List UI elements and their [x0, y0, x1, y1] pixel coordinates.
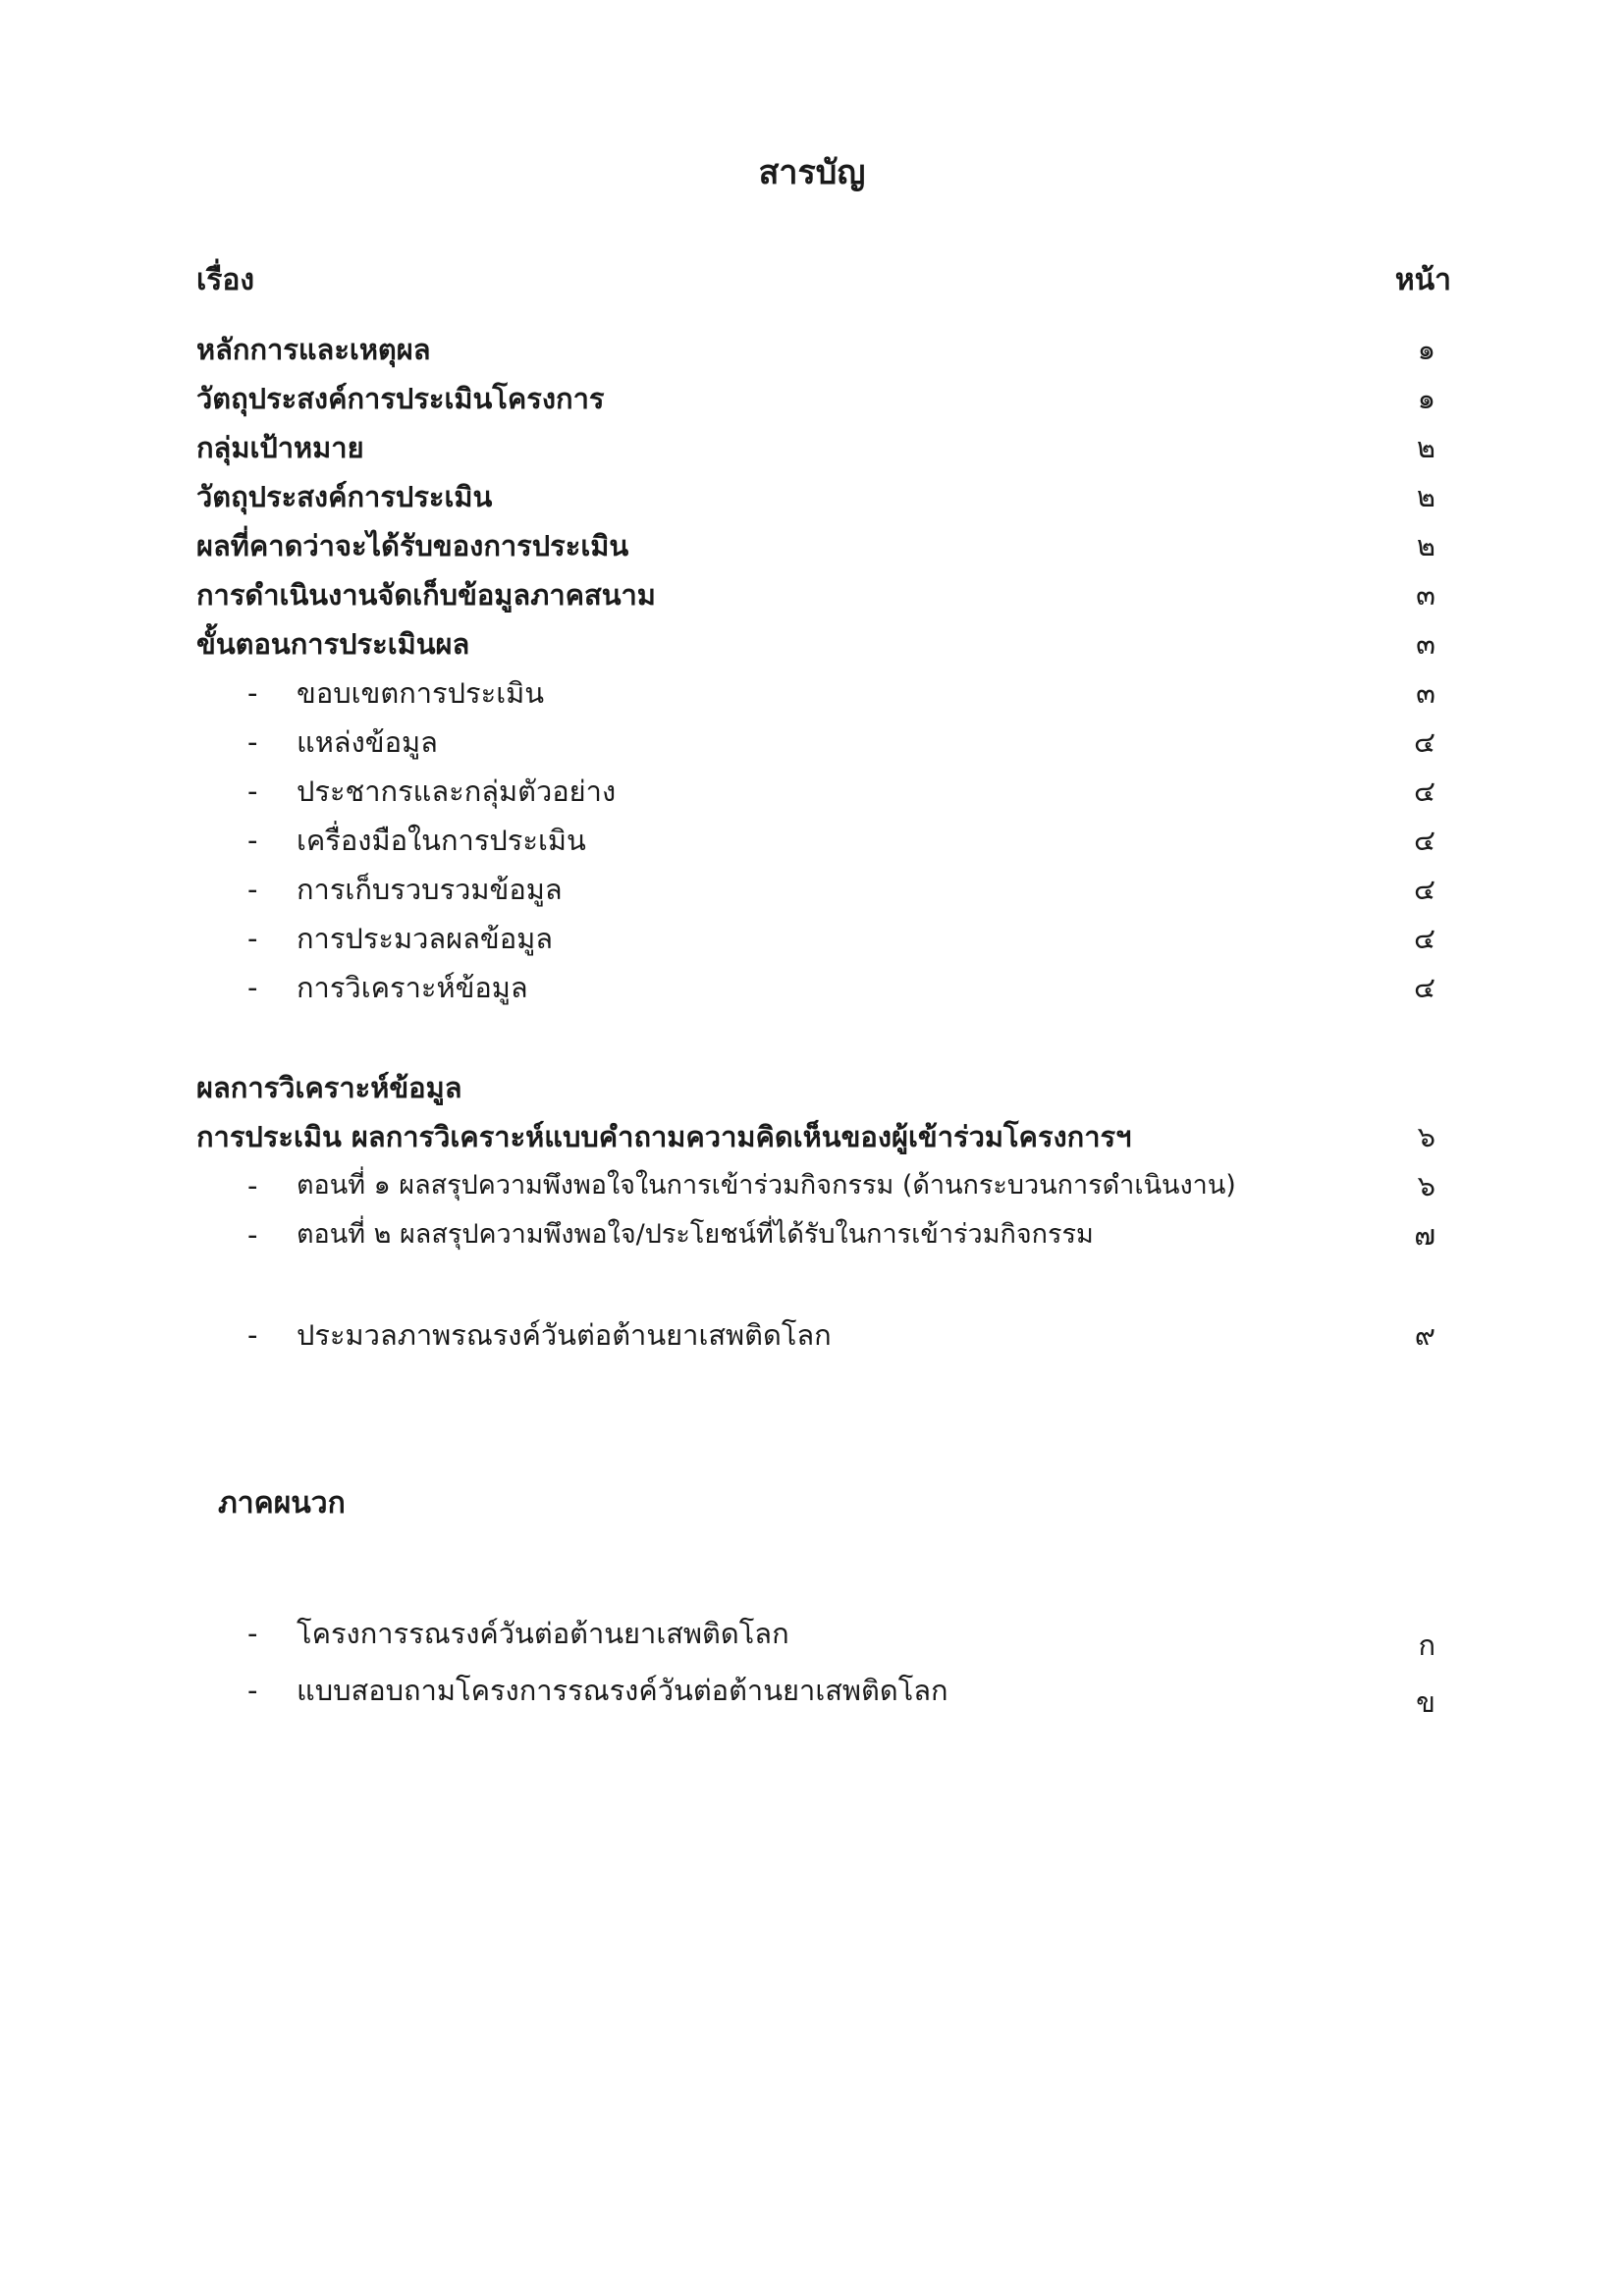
toc-entry-page: ๔ — [1414, 971, 1435, 1004]
topic-column-header: เรื่อง — [196, 263, 255, 297]
toc-entry — [196, 475, 1451, 518]
toc-subentry-label: ตอนที่ ๑ ผลสรุปความพึงพอใจในการเข้าร่วมกิจกรรม (ด้านกระบวนการดำเนินงาน) — [297, 1170, 1236, 1201]
bullet-dash: - — [247, 1218, 258, 1252]
toc-entry-page: ๑ — [1417, 382, 1435, 415]
toc-entry-page: ๔ — [1414, 873, 1435, 906]
toc-entry-page: ๒ — [1416, 529, 1435, 562]
toc-entry-page: ๔ — [1414, 824, 1435, 857]
page-title: สารบัญ — [758, 153, 866, 192]
toc-subentry — [196, 917, 1451, 960]
toc-entry-page: ๓ — [1416, 627, 1435, 661]
analysis-heading-label: ผลการวิเคราะห์ข้อมูล — [196, 1071, 462, 1104]
toc-entry — [196, 573, 1451, 616]
toc-entry — [196, 328, 1451, 371]
bullet-dash: - — [247, 971, 258, 1004]
toc-entry-page: ๖ — [1417, 1169, 1435, 1202]
toc-entry — [196, 1115, 1451, 1158]
toc-entry-page: ๙ — [1414, 1318, 1435, 1352]
toc-entry-label: การดำเนินงานจัดเก็บข้อมูลภาคสนาม — [196, 578, 656, 612]
bullet-dash: - — [247, 1318, 258, 1352]
toc-subentry-label: แบบสอบถามโครงการรณรงค์วันต่อต้านยาเสพติดโลก — [297, 1674, 948, 1707]
analysis-heading — [196, 1066, 1451, 1109]
bullet-dash: - — [247, 774, 258, 808]
toc-entry-label: ผลที่คาดว่าจะได้รับของการประเมิน — [196, 529, 629, 562]
toc-entry-page: ก — [1418, 1629, 1435, 1662]
toc-subentry — [196, 721, 1451, 764]
toc-subentry — [196, 868, 1451, 911]
toc-entry-page: ๖ — [1417, 1120, 1435, 1153]
toc-entry-page: ๓ — [1416, 578, 1435, 612]
bullet-dash: - — [247, 1169, 258, 1202]
toc-entry-page: ๗ — [1414, 1218, 1435, 1252]
toc-entry-page: ๒ — [1416, 431, 1435, 464]
toc-entry-label: กลุ่มเป้าหมาย — [196, 431, 364, 464]
toc-subentry — [196, 1213, 1451, 1256]
toc-entry-page: ๔ — [1414, 922, 1435, 955]
page-column-header: หน้า — [1394, 263, 1451, 297]
toc-entry-page: ๔ — [1414, 774, 1435, 808]
bullet-dash: - — [247, 1617, 258, 1650]
toc-entry-label: ขั้นตอนการประเมินผล — [196, 627, 470, 661]
toc-subentry-label: ขอบเขตการประเมิน — [297, 676, 545, 710]
toc-entry-label: หลักการและเหตุผล — [196, 333, 431, 366]
toc-entry — [196, 524, 1451, 567]
toc-entry-label: การประเมิน ผลการวิเคราะห์แบบคำถามความคิดเห็นของผู้เข้าร่วมโครงการฯ — [196, 1120, 1132, 1153]
toc-subentry-label: ตอนที่ ๒ ผลสรุปความพึงพอใจ/ประโยชน์ที่ได้รับในการเข้าร่วมกิจกรรม — [297, 1219, 1094, 1250]
toc-entry-page: ๔ — [1414, 725, 1435, 759]
toc-subentry — [196, 1164, 1451, 1207]
toc-subentry — [196, 1313, 1451, 1357]
toc-subentry-label: ประชากรและกลุ่มตัวอย่าง — [297, 774, 617, 808]
toc-subentry — [196, 819, 1451, 862]
bullet-dash: - — [247, 824, 258, 857]
appendix-heading: ภาคผนวก — [218, 1486, 346, 1521]
toc-subentry-label: เครื่องมือในการประเมิน — [297, 824, 586, 857]
bullet-dash: - — [247, 725, 258, 759]
toc-subentry-label: แหล่งข้อมูล — [297, 725, 438, 759]
bullet-dash: - — [247, 873, 258, 906]
toc-entry-page: ๒ — [1416, 480, 1435, 513]
toc-subentry — [196, 966, 1451, 1009]
bullet-dash: - — [247, 922, 258, 955]
toc-subentry — [196, 1669, 1451, 1719]
toc-entry — [196, 377, 1451, 420]
bullet-dash: - — [247, 676, 258, 710]
toc-subentry-label: การประมวลผลข้อมูล — [297, 922, 554, 955]
toc-entry-page: ข — [1416, 1685, 1435, 1719]
toc-subentry — [196, 770, 1451, 813]
toc-subentry-label: โครงการรณรงค์วันต่อต้านยาเสพติดโลก — [297, 1617, 789, 1650]
toc-subentry — [196, 671, 1451, 715]
toc-entry-label: วัตถุประสงค์การประเมิน — [196, 480, 493, 513]
toc-subentry-label: การวิเคราะห์ข้อมูล — [297, 971, 528, 1004]
toc-entry-label: วัตถุประสงค์การประเมินโครงการ — [196, 382, 605, 415]
toc-entry-page: ๑ — [1417, 333, 1435, 366]
bullet-dash: - — [247, 1674, 258, 1707]
toc-entry — [196, 622, 1451, 666]
toc-subentry-label: ประมวลภาพรณรงค์วันต่อต้านยาเสพติดโลก — [297, 1318, 832, 1352]
toc-subentry — [196, 1612, 1451, 1662]
toc-entry — [196, 426, 1451, 469]
toc-entry-page: ๓ — [1416, 676, 1435, 710]
toc-subentry-label: การเก็บรวบรวมข้อมูล — [297, 873, 563, 906]
